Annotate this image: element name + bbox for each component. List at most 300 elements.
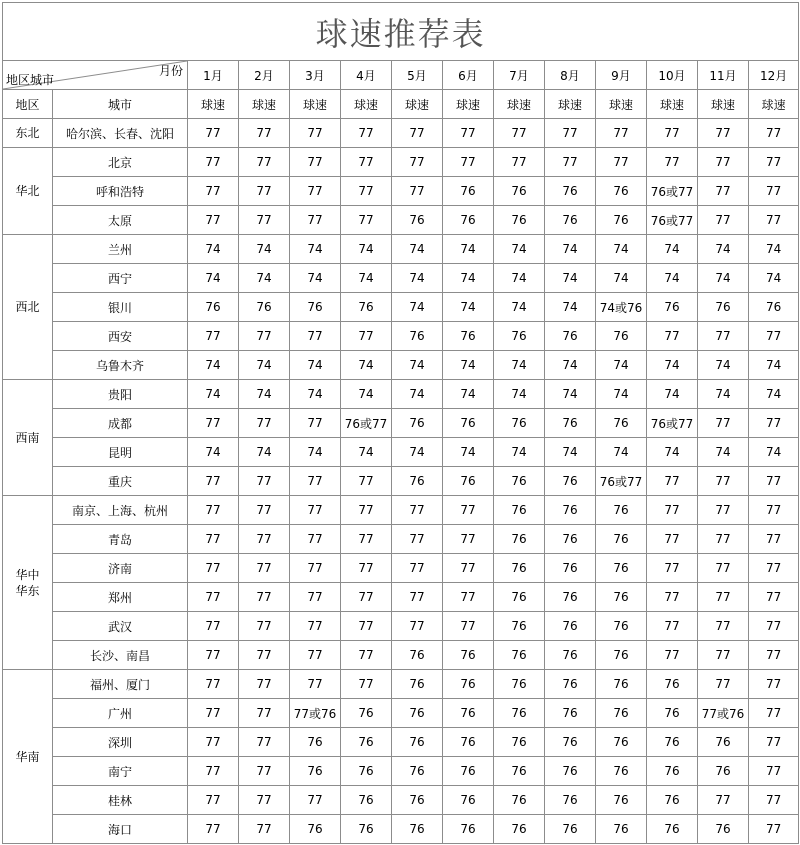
speed-value-cell: 74 bbox=[392, 264, 443, 293]
speed-value-cell: 77 bbox=[443, 148, 494, 177]
city-cell: 哈尔滨、长春、沈阳 bbox=[53, 119, 188, 148]
speed-column-header: 球速 bbox=[494, 90, 545, 119]
speed-value-cell: 76 bbox=[545, 525, 596, 554]
speed-value-cell: 76 bbox=[443, 206, 494, 235]
speed-value-cell: 77 bbox=[290, 322, 341, 351]
speed-value-cell: 76 bbox=[443, 641, 494, 670]
speed-value-cell: 77 bbox=[188, 670, 239, 699]
speed-value-cell: 77 bbox=[290, 641, 341, 670]
speed-value-cell: 77 bbox=[188, 583, 239, 612]
speed-value-cell: 77 bbox=[290, 525, 341, 554]
speed-value-cell: 74 bbox=[494, 438, 545, 467]
table-row bbox=[3, 177, 799, 206]
speed-value-cell: 77 bbox=[698, 119, 749, 148]
ball-speed-table bbox=[2, 2, 799, 844]
speed-value-cell: 74 bbox=[392, 235, 443, 264]
speed-value-cell: 74 bbox=[392, 380, 443, 409]
speed-value-cell: 77 bbox=[443, 612, 494, 641]
speed-value-cell: 76 bbox=[443, 728, 494, 757]
speed-value-cell: 77 bbox=[443, 554, 494, 583]
speed-value-cell: 76 bbox=[392, 409, 443, 438]
table-row bbox=[3, 757, 799, 786]
speed-value-cell: 77 bbox=[341, 612, 392, 641]
speed-value-cell: 77 bbox=[494, 148, 545, 177]
speed-value-cell: 76 bbox=[341, 786, 392, 815]
speed-value-cell: 74 bbox=[698, 235, 749, 264]
speed-value-cell: 74 bbox=[596, 351, 647, 380]
speed-value-cell: 76 bbox=[545, 786, 596, 815]
speed-value-cell: 74 bbox=[749, 380, 799, 409]
speed-value-cell: 76 bbox=[494, 815, 545, 844]
city-cell: 成都 bbox=[53, 409, 188, 438]
speed-value-cell: 76 bbox=[494, 554, 545, 583]
speed-value-cell: 77 bbox=[749, 525, 799, 554]
city-cell: 桂林 bbox=[53, 786, 188, 815]
speed-value-cell: 76 bbox=[392, 670, 443, 699]
city-cell: 郑州 bbox=[53, 583, 188, 612]
city-column-header: 城市 bbox=[53, 90, 188, 119]
speed-value-cell: 76 bbox=[596, 757, 647, 786]
speed-value-cell: 76 bbox=[545, 815, 596, 844]
speed-value-cell: 77 bbox=[749, 583, 799, 612]
region-cell: 华南 bbox=[3, 670, 53, 844]
speed-value-cell: 77 bbox=[290, 612, 341, 641]
speed-value-cell: 77 bbox=[749, 177, 799, 206]
speed-value-cell: 77 bbox=[443, 119, 494, 148]
speed-value-cell: 74 bbox=[698, 351, 749, 380]
speed-value-cell: 74 bbox=[341, 380, 392, 409]
speed-value-cell: 77 bbox=[749, 786, 799, 815]
city-cell: 深圳 bbox=[53, 728, 188, 757]
speed-value-cell: 74 bbox=[443, 438, 494, 467]
speed-value-cell: 74 bbox=[545, 264, 596, 293]
speed-value-cell: 76 bbox=[341, 757, 392, 786]
speed-value-cell: 74 bbox=[647, 235, 698, 264]
speed-value-cell: 74 bbox=[698, 264, 749, 293]
speed-value-cell: 77 bbox=[290, 206, 341, 235]
speed-value-cell: 76 bbox=[545, 496, 596, 525]
speed-value-cell: 74 bbox=[545, 380, 596, 409]
speed-value-cell: 74 bbox=[239, 438, 290, 467]
speed-value-cell: 74 bbox=[749, 264, 799, 293]
speed-value-cell: 74 bbox=[647, 438, 698, 467]
speed-value-cell: 76 bbox=[545, 177, 596, 206]
speed-value-cell: 76 bbox=[443, 670, 494, 699]
table-row bbox=[3, 670, 799, 699]
speed-value-cell: 77 bbox=[749, 322, 799, 351]
speed-value-cell: 77 bbox=[341, 583, 392, 612]
speed-value-cell: 76 bbox=[494, 757, 545, 786]
speed-value-cell: 77 bbox=[239, 206, 290, 235]
region-cell: 东北 bbox=[3, 119, 53, 148]
speed-value-cell: 76 bbox=[341, 728, 392, 757]
table-row bbox=[3, 322, 799, 351]
speed-value-cell: 77 bbox=[647, 148, 698, 177]
speed-value-cell: 76 bbox=[443, 815, 494, 844]
speed-value-cell: 76 bbox=[494, 670, 545, 699]
speed-value-cell: 77 bbox=[698, 670, 749, 699]
speed-value-cell: 76 bbox=[647, 293, 698, 322]
speed-value-cell: 77 bbox=[698, 612, 749, 641]
speed-value-cell: 77 bbox=[239, 728, 290, 757]
speed-value-cell: 74 bbox=[749, 351, 799, 380]
speed-column-header: 球速 bbox=[545, 90, 596, 119]
speed-value-cell: 76 bbox=[494, 322, 545, 351]
speed-value-cell: 74 bbox=[596, 438, 647, 467]
speed-value-cell: 76 bbox=[494, 641, 545, 670]
speed-value-cell: 77 bbox=[749, 612, 799, 641]
speed-value-cell: 77 bbox=[239, 670, 290, 699]
month-header: 5月 bbox=[392, 61, 443, 90]
speed-value-cell: 77 bbox=[239, 409, 290, 438]
speed-column-header: 球速 bbox=[596, 90, 647, 119]
speed-value-cell: 76 bbox=[443, 322, 494, 351]
speed-value-cell: 74 bbox=[647, 264, 698, 293]
city-cell: 福州、厦门 bbox=[53, 670, 188, 699]
table-row bbox=[3, 554, 799, 583]
table-row bbox=[3, 351, 799, 380]
speed-value-cell: 74 bbox=[341, 351, 392, 380]
speed-value-cell: 74 bbox=[443, 264, 494, 293]
speed-value-cell: 77 bbox=[647, 525, 698, 554]
speed-value-cell: 74 bbox=[545, 293, 596, 322]
speed-value-cell: 76 bbox=[647, 815, 698, 844]
speed-value-cell: 76 bbox=[494, 177, 545, 206]
city-cell: 银川 bbox=[53, 293, 188, 322]
speed-value-cell: 76 bbox=[596, 177, 647, 206]
speed-value-cell: 76 bbox=[596, 409, 647, 438]
speed-value-cell: 77 bbox=[341, 206, 392, 235]
speed-value-cell: 77 bbox=[698, 409, 749, 438]
speed-value-cell: 76 bbox=[545, 583, 596, 612]
speed-value-cell: 74 bbox=[188, 235, 239, 264]
speed-value-cell: 76 bbox=[647, 670, 698, 699]
speed-value-cell: 77 bbox=[392, 119, 443, 148]
speed-value-cell: 76或77 bbox=[647, 177, 698, 206]
speed-value-cell: 74 bbox=[647, 351, 698, 380]
speed-value-cell: 77 bbox=[341, 467, 392, 496]
city-cell: 昆明 bbox=[53, 438, 188, 467]
speed-value-cell: 77 bbox=[749, 757, 799, 786]
speed-value-cell: 76 bbox=[392, 467, 443, 496]
speed-value-cell: 77 bbox=[647, 583, 698, 612]
speed-value-cell: 77 bbox=[647, 119, 698, 148]
speed-value-cell: 77 bbox=[494, 119, 545, 148]
speed-value-cell: 76 bbox=[290, 815, 341, 844]
speed-value-cell: 76 bbox=[494, 612, 545, 641]
table-row bbox=[3, 380, 799, 409]
speed-value-cell: 76 bbox=[698, 728, 749, 757]
speed-value-cell: 76 bbox=[392, 206, 443, 235]
speed-value-cell: 76 bbox=[596, 786, 647, 815]
speed-value-cell: 77 bbox=[188, 496, 239, 525]
table-row bbox=[3, 206, 799, 235]
speed-value-cell: 77 bbox=[647, 554, 698, 583]
speed-value-cell: 77 bbox=[239, 148, 290, 177]
speed-value-cell: 77 bbox=[341, 554, 392, 583]
speed-value-cell: 76 bbox=[596, 525, 647, 554]
speed-value-cell: 74 bbox=[239, 351, 290, 380]
month-header: 6月 bbox=[443, 61, 494, 90]
speed-value-cell: 74 bbox=[392, 438, 443, 467]
speed-value-cell: 74 bbox=[239, 380, 290, 409]
speed-value-cell: 77 bbox=[188, 409, 239, 438]
city-cell: 济南 bbox=[53, 554, 188, 583]
speed-value-cell: 77 bbox=[341, 670, 392, 699]
month-header: 8月 bbox=[545, 61, 596, 90]
speed-value-cell: 77 bbox=[545, 119, 596, 148]
speed-value-cell: 76 bbox=[647, 786, 698, 815]
speed-value-cell: 77 bbox=[749, 496, 799, 525]
speed-value-cell: 77 bbox=[239, 699, 290, 728]
speed-value-cell: 74 bbox=[596, 235, 647, 264]
speed-value-cell: 77 bbox=[698, 177, 749, 206]
speed-value-cell: 77 bbox=[239, 177, 290, 206]
region-cell: 华中 华东 bbox=[3, 496, 53, 670]
speed-value-cell: 76 bbox=[341, 699, 392, 728]
speed-value-cell: 76 bbox=[698, 757, 749, 786]
speed-value-cell: 76 bbox=[494, 496, 545, 525]
speed-value-cell: 77 bbox=[749, 699, 799, 728]
speed-value-cell: 77 bbox=[290, 409, 341, 438]
speed-value-cell: 77 bbox=[290, 467, 341, 496]
speed-value-cell: 76 bbox=[494, 728, 545, 757]
speed-column-header: 球速 bbox=[188, 90, 239, 119]
speed-value-cell: 77 bbox=[290, 119, 341, 148]
speed-value-cell: 77 bbox=[443, 583, 494, 612]
speed-value-cell: 76 bbox=[239, 293, 290, 322]
speed-value-cell: 77 bbox=[392, 554, 443, 583]
speed-value-cell: 77 bbox=[392, 496, 443, 525]
speed-value-cell: 77 bbox=[239, 525, 290, 554]
speed-value-cell: 77 bbox=[341, 496, 392, 525]
speed-value-cell: 76 bbox=[749, 293, 799, 322]
speed-value-cell: 77 bbox=[698, 467, 749, 496]
speed-value-cell: 76 bbox=[443, 786, 494, 815]
city-cell: 北京 bbox=[53, 148, 188, 177]
speed-value-cell: 74 bbox=[698, 380, 749, 409]
speed-value-cell: 74 bbox=[596, 380, 647, 409]
table-row bbox=[3, 148, 799, 177]
speed-value-cell: 74 bbox=[188, 380, 239, 409]
speed-value-cell: 77 bbox=[341, 322, 392, 351]
speed-value-cell: 77 bbox=[239, 322, 290, 351]
city-cell: 呼和浩特 bbox=[53, 177, 188, 206]
speed-value-cell: 76 bbox=[596, 699, 647, 728]
speed-value-cell: 77 bbox=[290, 177, 341, 206]
speed-value-cell: 76 bbox=[392, 699, 443, 728]
speed-value-cell: 74 bbox=[341, 264, 392, 293]
speed-value-cell: 77 bbox=[341, 119, 392, 148]
speed-value-cell: 77 bbox=[749, 119, 799, 148]
speed-value-cell: 77 bbox=[545, 148, 596, 177]
city-cell: 长沙、南昌 bbox=[53, 641, 188, 670]
speed-value-cell: 77 bbox=[239, 583, 290, 612]
speed-value-cell: 77 bbox=[749, 670, 799, 699]
city-cell: 太原 bbox=[53, 206, 188, 235]
speed-value-cell: 76 bbox=[545, 612, 596, 641]
speed-value-cell: 77 bbox=[647, 322, 698, 351]
speed-value-cell: 76 bbox=[443, 757, 494, 786]
speed-value-cell: 76 bbox=[494, 206, 545, 235]
speed-value-cell: 74 bbox=[443, 293, 494, 322]
speed-value-cell: 77 bbox=[749, 554, 799, 583]
speed-value-cell: 76 bbox=[698, 815, 749, 844]
speed-value-cell: 76 bbox=[341, 293, 392, 322]
speed-value-cell: 77 bbox=[290, 583, 341, 612]
speed-column-header: 球速 bbox=[647, 90, 698, 119]
speed-value-cell: 77 bbox=[239, 641, 290, 670]
speed-column-header: 球速 bbox=[341, 90, 392, 119]
table-row bbox=[3, 728, 799, 757]
speed-value-cell: 77 bbox=[239, 554, 290, 583]
speed-value-cell: 77 bbox=[698, 206, 749, 235]
speed-value-cell: 74 bbox=[239, 235, 290, 264]
speed-value-cell: 76 bbox=[545, 206, 596, 235]
month-header: 9月 bbox=[596, 61, 647, 90]
speed-value-cell: 76 bbox=[188, 293, 239, 322]
speed-value-cell: 74 bbox=[494, 351, 545, 380]
region-city-axis-label: 地区城市 bbox=[6, 73, 55, 87]
table-row bbox=[3, 699, 799, 728]
speed-value-cell: 74或76 bbox=[596, 293, 647, 322]
speed-value-cell: 77 bbox=[290, 786, 341, 815]
city-cell: 重庆 bbox=[53, 467, 188, 496]
speed-value-cell: 77 bbox=[647, 641, 698, 670]
speed-column-header: 球速 bbox=[392, 90, 443, 119]
table-row bbox=[3, 438, 799, 467]
speed-value-cell: 74 bbox=[443, 235, 494, 264]
speed-value-cell: 76 bbox=[647, 699, 698, 728]
speed-value-cell: 74 bbox=[188, 351, 239, 380]
speed-value-cell: 76 bbox=[596, 322, 647, 351]
speed-value-cell: 77 bbox=[188, 757, 239, 786]
speed-value-cell: 76 bbox=[494, 699, 545, 728]
speed-column-header: 球速 bbox=[290, 90, 341, 119]
speed-value-cell: 74 bbox=[545, 438, 596, 467]
speed-value-cell: 77 bbox=[341, 148, 392, 177]
speed-value-cell: 76 bbox=[647, 757, 698, 786]
diagonal-header-cell bbox=[3, 61, 188, 90]
speed-value-cell: 76 bbox=[443, 699, 494, 728]
speed-value-cell: 77或76 bbox=[698, 699, 749, 728]
speed-value-cell: 76 bbox=[545, 554, 596, 583]
speed-value-cell: 76 bbox=[494, 409, 545, 438]
speed-value-cell: 76 bbox=[545, 670, 596, 699]
speed-value-cell: 77 bbox=[188, 467, 239, 496]
speed-value-cell: 76 bbox=[545, 641, 596, 670]
speed-value-cell: 77 bbox=[188, 206, 239, 235]
city-cell: 青岛 bbox=[53, 525, 188, 554]
speed-value-cell: 74 bbox=[341, 438, 392, 467]
speed-value-cell: 74 bbox=[290, 351, 341, 380]
speed-value-cell: 77 bbox=[647, 467, 698, 496]
speed-value-cell: 74 bbox=[392, 351, 443, 380]
speed-value-cell: 77 bbox=[188, 728, 239, 757]
speed-value-cell: 74 bbox=[188, 438, 239, 467]
speed-value-cell: 76 bbox=[443, 409, 494, 438]
speed-value-cell: 74 bbox=[239, 264, 290, 293]
speed-value-cell: 77或76 bbox=[290, 699, 341, 728]
speed-value-cell: 77 bbox=[188, 641, 239, 670]
speed-value-cell: 77 bbox=[239, 496, 290, 525]
month-header: 7月 bbox=[494, 61, 545, 90]
speed-value-cell: 76 bbox=[392, 757, 443, 786]
table-row bbox=[3, 525, 799, 554]
page-title: 球速推荐表 bbox=[3, 3, 799, 61]
table-row bbox=[3, 119, 799, 148]
speed-column-header: 球速 bbox=[239, 90, 290, 119]
speed-value-cell: 76 bbox=[647, 728, 698, 757]
city-cell: 海口 bbox=[53, 815, 188, 844]
city-cell: 西宁 bbox=[53, 264, 188, 293]
month-header: 1月 bbox=[188, 61, 239, 90]
speed-value-cell: 74 bbox=[494, 235, 545, 264]
region-column-header: 地区 bbox=[3, 90, 53, 119]
speed-value-cell: 76 bbox=[545, 757, 596, 786]
speed-value-cell: 76 bbox=[545, 699, 596, 728]
speed-value-cell: 77 bbox=[749, 467, 799, 496]
speed-value-cell: 77 bbox=[698, 554, 749, 583]
month-header: 10月 bbox=[647, 61, 698, 90]
speed-value-cell: 77 bbox=[596, 148, 647, 177]
region-cell: 西南 bbox=[3, 380, 53, 496]
city-cell: 西安 bbox=[53, 322, 188, 351]
speed-value-cell: 76 bbox=[698, 293, 749, 322]
speed-value-cell: 76 bbox=[545, 728, 596, 757]
city-cell: 南宁 bbox=[53, 757, 188, 786]
speed-value-cell: 77 bbox=[188, 148, 239, 177]
table-row bbox=[3, 641, 799, 670]
speed-value-cell: 77 bbox=[188, 119, 239, 148]
table-row bbox=[3, 786, 799, 815]
table-row bbox=[3, 496, 799, 525]
speed-value-cell: 77 bbox=[188, 322, 239, 351]
speed-column-header: 球速 bbox=[443, 90, 494, 119]
speed-value-cell: 77 bbox=[392, 177, 443, 206]
speed-value-cell: 77 bbox=[647, 496, 698, 525]
city-cell: 贵阳 bbox=[53, 380, 188, 409]
speed-value-cell: 76 bbox=[545, 467, 596, 496]
table-row bbox=[3, 612, 799, 641]
table-row bbox=[3, 235, 799, 264]
speed-value-cell: 77 bbox=[239, 815, 290, 844]
speed-value-cell: 77 bbox=[698, 641, 749, 670]
month-axis-label: 月份 bbox=[158, 64, 183, 78]
speed-value-cell: 76 bbox=[392, 641, 443, 670]
speed-value-cell: 77 bbox=[749, 409, 799, 438]
speed-value-cell: 77 bbox=[290, 148, 341, 177]
speed-value-cell: 76 bbox=[596, 496, 647, 525]
speed-value-cell: 77 bbox=[392, 525, 443, 554]
speed-value-cell: 74 bbox=[443, 351, 494, 380]
speed-value-cell: 77 bbox=[188, 699, 239, 728]
speed-value-cell: 76 bbox=[494, 583, 545, 612]
speed-value-cell: 77 bbox=[341, 641, 392, 670]
speed-value-cell: 77 bbox=[188, 554, 239, 583]
speed-value-cell: 77 bbox=[188, 525, 239, 554]
speed-value-cell: 76 bbox=[392, 728, 443, 757]
speed-value-cell: 76 bbox=[290, 728, 341, 757]
table-row bbox=[3, 583, 799, 612]
speed-value-cell: 77 bbox=[443, 525, 494, 554]
speed-value-cell: 77 bbox=[698, 148, 749, 177]
speed-value-cell: 76 bbox=[392, 322, 443, 351]
speed-value-cell: 74 bbox=[749, 235, 799, 264]
speed-value-cell: 77 bbox=[749, 641, 799, 670]
speed-column-header: 球速 bbox=[698, 90, 749, 119]
speed-value-cell: 74 bbox=[188, 264, 239, 293]
